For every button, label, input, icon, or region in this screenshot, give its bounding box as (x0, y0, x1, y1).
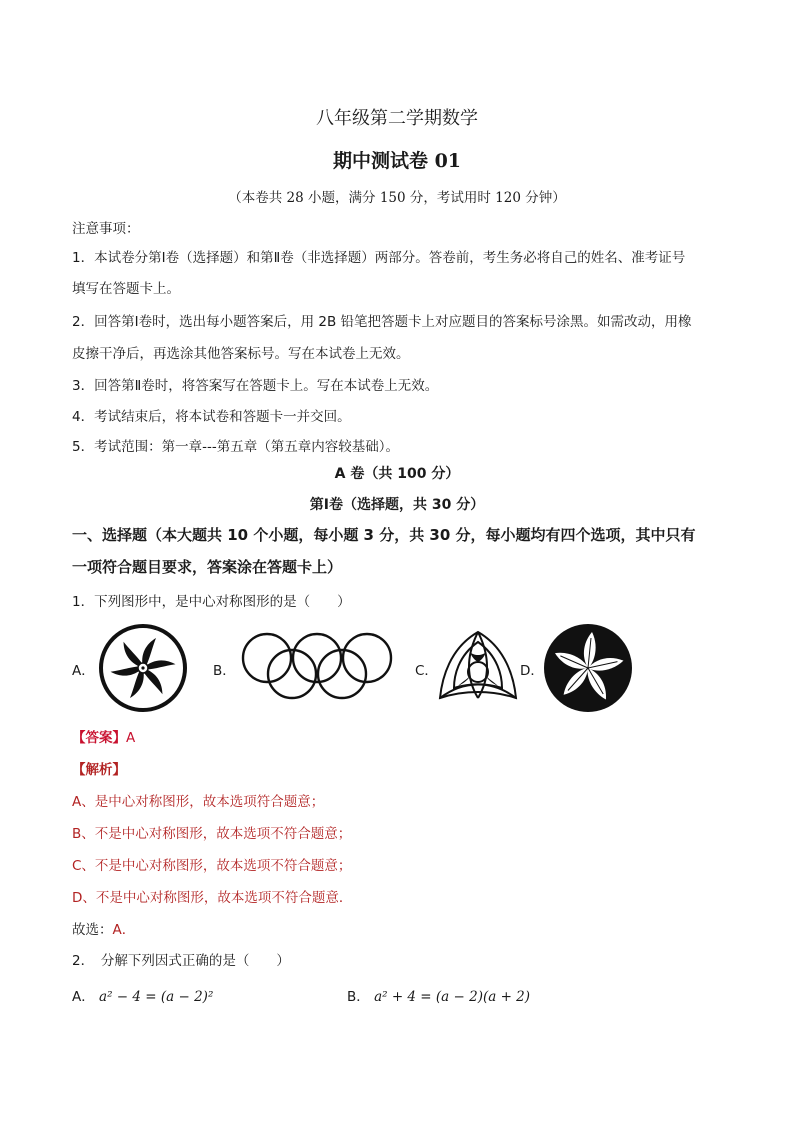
q1-option-b-figure (236, 630, 398, 700)
q1-option-b-label: B． (213, 663, 236, 679)
section-1-line-1: 一、选择题（本大题共 10 个小题，每小题 3 分，共 30 分，每小题均有四个选项，其中只有 (72, 526, 696, 544)
q1-option-c-label: C． (415, 663, 438, 679)
analysis-line-d: D、不是中心对称图形，故本选项不符合题意． (72, 890, 353, 906)
notice-line-1a: 1．本试卷分第Ⅰ卷（选择题）和第Ⅱ卷（非选择题）两部分。答卷前，考生务必将自己的姓名、准考证号 (72, 250, 686, 266)
q2-option-a-expression: a² − 4 = (a − 2)² (99, 989, 214, 1005)
analysis-line-a: A、是中心对称图形，故本选项符合题意； (72, 794, 325, 810)
notice-heading: 注意事项： (72, 221, 140, 237)
notice-line-1b: 填写在答题卡上。 (72, 281, 180, 297)
analysis-line-b: B、不是中心对称图形，故本选项不符合题意； (72, 826, 352, 842)
q1-option-a-figure (96, 624, 190, 712)
q1-answer (72, 726, 135, 746)
q2-option-a (72, 985, 213, 1005)
part-1-heading: 第Ⅰ卷（选择题，共 30 分） (309, 497, 485, 513)
analysis-tag: 【解析】 (72, 762, 126, 778)
answer-value: A (126, 730, 136, 746)
notice-line-3: 3．回答第Ⅱ卷时，将答案写在答题卡上。写在本试卷上无效。 (72, 378, 439, 394)
notice-line-4: 4．考试结束后，将本试卷和答题卡一并交回。 (72, 409, 351, 425)
q1-option-c-figure (436, 628, 520, 702)
q1-option-d-label: D． (520, 663, 544, 679)
analysis-line-c: C、不是中心对称图形，故本选项不符合题意； (72, 858, 352, 874)
q2-stem: 2． 分解下列因式正确的是（ ） (72, 953, 290, 969)
exam-title: 八年级第二学期数学 (316, 108, 478, 129)
section-1-line-2: 一项符合题目要求，答案涂在答题卡上） (72, 558, 343, 576)
q2-option-b-label: B． (347, 989, 370, 1005)
notice-line-2a: 2．回答第Ⅰ卷时，选出每小题答案后，用 2B 铅笔把答题卡上对应题目的答案标号涂黑。如需改动，用橡 (72, 314, 692, 330)
q2-option-a-label: A． (72, 989, 95, 1005)
conclusion-prefix: 故选： (72, 922, 113, 938)
q2-option-b-expression: a² + 4 = (a − 2)(a + 2) (374, 989, 531, 1005)
exam-note: （本卷共 28 小题，满分 150 分，考试用时 120 分钟） (228, 190, 566, 206)
part-a-heading: A 卷（共 100 分） (334, 466, 460, 482)
q1-option-d-figure (542, 622, 634, 714)
q1-stem: 1．下列图形中，是中心对称图形的是（ ） (72, 594, 351, 610)
q2-option-b (347, 985, 530, 1005)
conclusion-value: A． (112, 922, 136, 938)
notice-line-5: 5．考试范围：第一章---第五章（第五章内容较基础）。 (72, 439, 399, 455)
answer-tag: 【答案】 (72, 730, 126, 746)
q1-conclusion (72, 918, 135, 938)
notice-line-2b: 皮擦干净后，再选涂其他答案标号。写在本试卷上无效。 (72, 346, 410, 362)
exam-subtitle: 期中测试卷 01 (332, 150, 462, 172)
q1-option-a-label: A． (72, 663, 95, 679)
